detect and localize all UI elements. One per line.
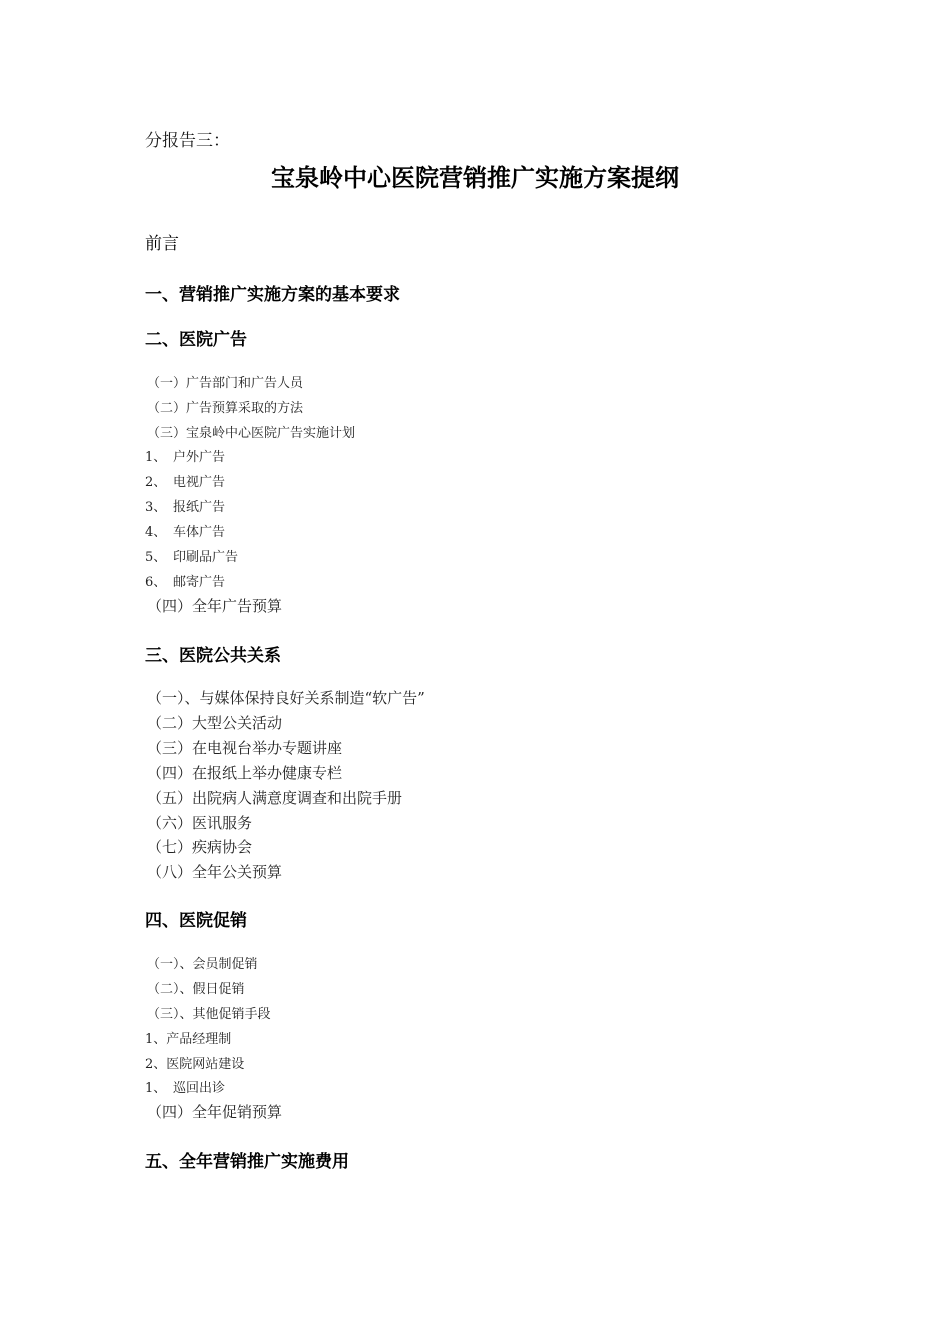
s3-item-1: （一）、与媒体保持良好关系制造“软广告”: [147, 689, 425, 707]
s2-list-item: [145, 521, 225, 540]
s4-list-item: [145, 1077, 225, 1096]
list-text: 邮寄广告: [173, 575, 226, 590]
s4-item-2: （二）、假日促销: [147, 982, 245, 997]
list-number: 3、: [145, 500, 167, 515]
list-number: 6、: [145, 575, 167, 590]
list-text: 车体广告: [173, 525, 226, 540]
s3-item-4: （四）在报纸上举办健康专栏: [147, 764, 343, 782]
s2-list-item: [145, 546, 238, 565]
list-number: 1、: [145, 450, 167, 465]
s3-item-6: （六）医讯服务: [147, 814, 253, 832]
s4-item-3: （三）、其他促销手段: [147, 1007, 271, 1022]
section-1-heading: 一、营销推广实施方案的基本要求: [145, 285, 400, 305]
s2-item-1: （一）广告部门和广告人员: [147, 376, 304, 391]
s4-list-item: 2、医院网站建设: [145, 1057, 245, 1072]
s3-item-2: （二）大型公关活动: [147, 714, 283, 732]
s3-item-3: （三）在电视台举办专题讲座: [147, 739, 343, 757]
page-title: 宝泉岭中心医院营销推广实施方案提纲: [271, 164, 679, 192]
list-number: 1、: [145, 1081, 167, 1096]
list-text: 户外广告: [173, 450, 226, 465]
section-3-heading: 三、医院公共关系: [145, 646, 281, 666]
s3-item-7: （七）疾病协会: [147, 838, 253, 856]
s3-item-8: （八）全年公关预算: [147, 863, 283, 881]
section-5-heading: 五、全年营销推广实施费用: [145, 1152, 349, 1172]
s2-list-item: [145, 446, 225, 465]
section-2-heading: 二、医院广告: [145, 330, 247, 350]
s2-item-3: （三）宝泉岭中心医院广告实施计划: [147, 426, 356, 441]
s2-list-item: [145, 571, 225, 590]
preface-heading: 前言: [145, 234, 179, 254]
s2-item-4: （四）全年广告预算: [147, 597, 283, 615]
s3-item-5: （五）出院病人满意度调查和出院手册: [147, 789, 403, 807]
list-text: 印刷品广告: [173, 550, 239, 565]
list-number: 2、: [145, 475, 167, 490]
list-text: 巡回出诊: [173, 1081, 226, 1096]
list-text: 电视广告: [173, 475, 226, 490]
s2-list-item: [145, 496, 225, 515]
s4-item-4: （四）全年促销预算: [147, 1103, 283, 1121]
list-text: 报纸广告: [173, 500, 226, 515]
s4-list-item: 1、产品经理制: [145, 1032, 232, 1047]
report-prefix: 分报告三：: [145, 131, 230, 151]
list-number: 5、: [145, 550, 167, 565]
s2-list-item: [145, 471, 225, 490]
section-4-heading: 四、医院促销: [145, 911, 247, 931]
s4-item-1: （一）、会员制促销: [147, 957, 258, 972]
list-number: 4、: [145, 525, 167, 540]
s2-item-2: （二）广告预算采取的方法: [147, 401, 304, 416]
